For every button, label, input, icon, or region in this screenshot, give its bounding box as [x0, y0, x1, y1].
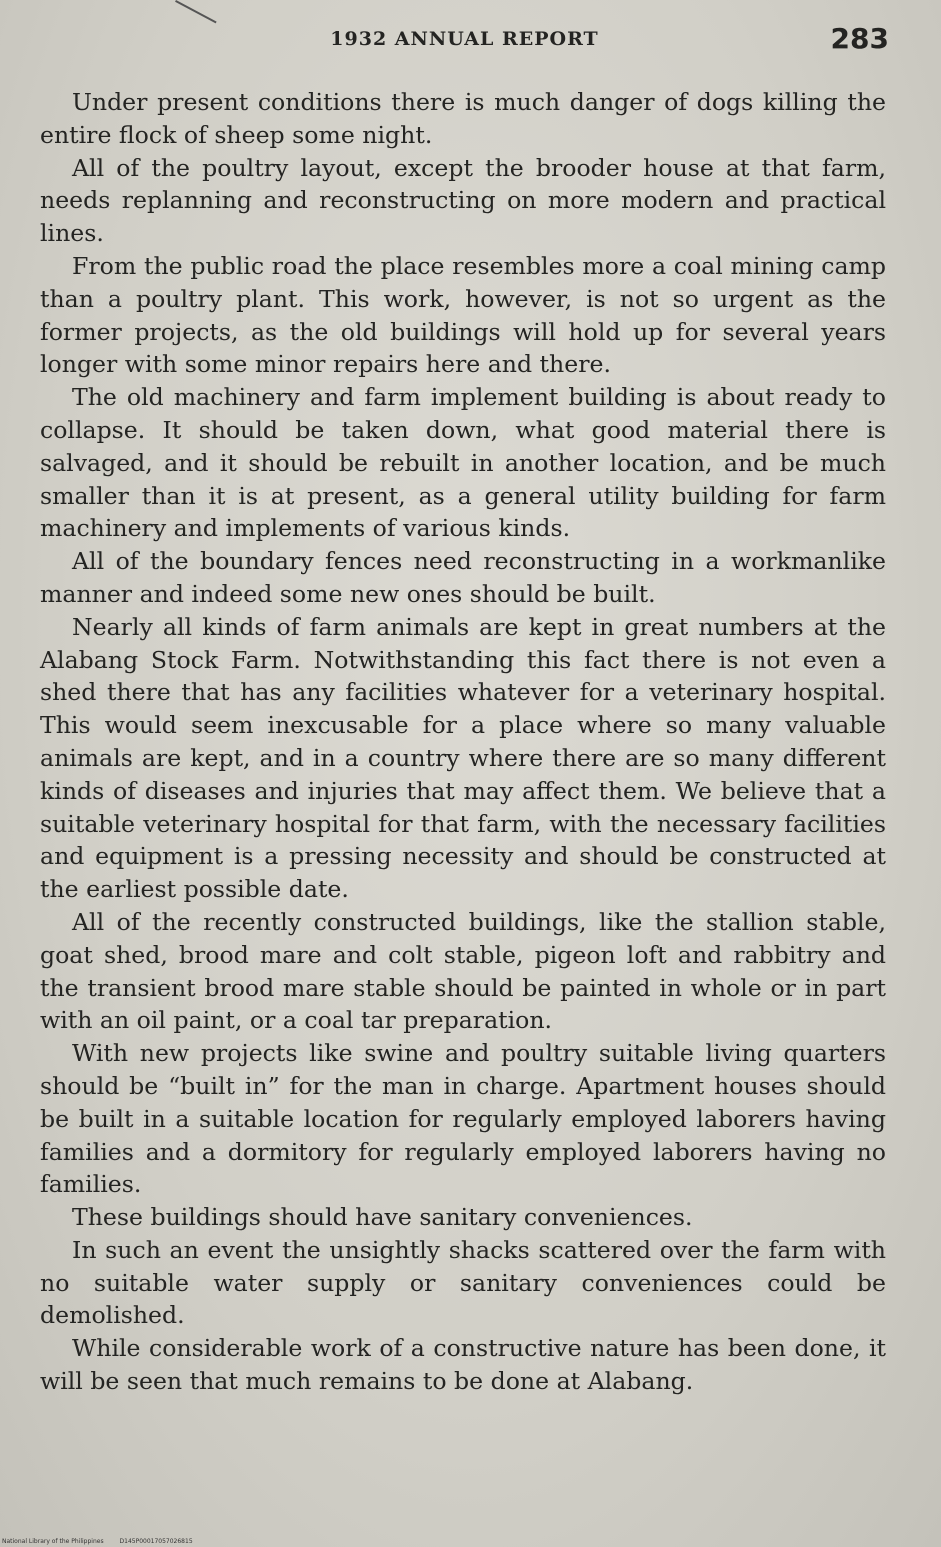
paragraph: While considerable work of a constructive nature has been done, it will be seen that much remains to be done at Alabang. [40, 1334, 886, 1396]
page-header [40, 22, 889, 66]
footer-code: D145P00017057026815 [119, 1538, 193, 1545]
running-title: 1932 ANNUAL REPORT [330, 28, 599, 50]
paragraph: The old machinery and farm implement building is about ready to collapse. It should be taken down, what good material there is salvaged, and it should be rebuilt in another location, and be much smaller than it is at present, as a general utility building for farm machinery and implements of various kinds. [40, 383, 886, 543]
scan-artifact-mark [175, 0, 217, 23]
paragraph: All of the recently constructed buildings, like the stallion stable, goat shed, brood mare and colt stable, pigeon loft and rabbitry and the transient brood mare stable should be painted in whole or in part with an oil paint, or a coal tar preparation. [40, 907, 886, 1035]
paragraph: Nearly all kinds of farm animals are kept in great numbers at the Alabang Stock Farm. Notwithstanding this fact there is not even a shed there that has any facilities whatever for a veterinary hospital. This would seem inexcusable for a place where so many valuable animals are kept, and in a country where there are so many different kinds of diseases and injuries that may affect them. We believe that a suitable veterinary hospital for that farm, with the necessary facilities and equipment is a pressing necessity and should be constructed at the earliest possible date. [40, 612, 886, 904]
body-text [40, 86, 886, 1398]
paragraph: These buildings should have sanitary conveniences. [72, 1203, 693, 1232]
paragraph: With new projects like swine and poultry suitable living quarters should be “built in” for the man in charge. Apartment houses should be built in a suitable location for regularly employed laborers having families and a dormitory for regularly employed laborers having no families. [40, 1039, 886, 1199]
paragraph: In such an event the unsightly shacks scattered over the farm with no suitable water supply or sanitary conveniences could be demolished. [40, 1235, 886, 1330]
footer-library: National Library of the Philippines [2, 1538, 104, 1545]
paragraph: All of the boundary fences need reconstructing in a workmanlike manner and indeed some new ones should be built. [40, 547, 886, 608]
scan-footer [2, 1538, 193, 1545]
page-number: 283 [830, 22, 889, 55]
paragraph: All of the poultry layout, except the brooder house at that farm, needs replanning and reconstructing on more modern and practical lines. [40, 153, 886, 248]
paragraph: Under present conditions there is much danger of dogs killing the entire flock of sheep some night. [40, 88, 886, 149]
paragraph: From the public road the place resembles more a coal mining camp than a poultry plant. This work, however, is not so urgent as the former projects, as the old buildings will hold up for several years longer with some minor repairs here and there. [40, 251, 886, 379]
